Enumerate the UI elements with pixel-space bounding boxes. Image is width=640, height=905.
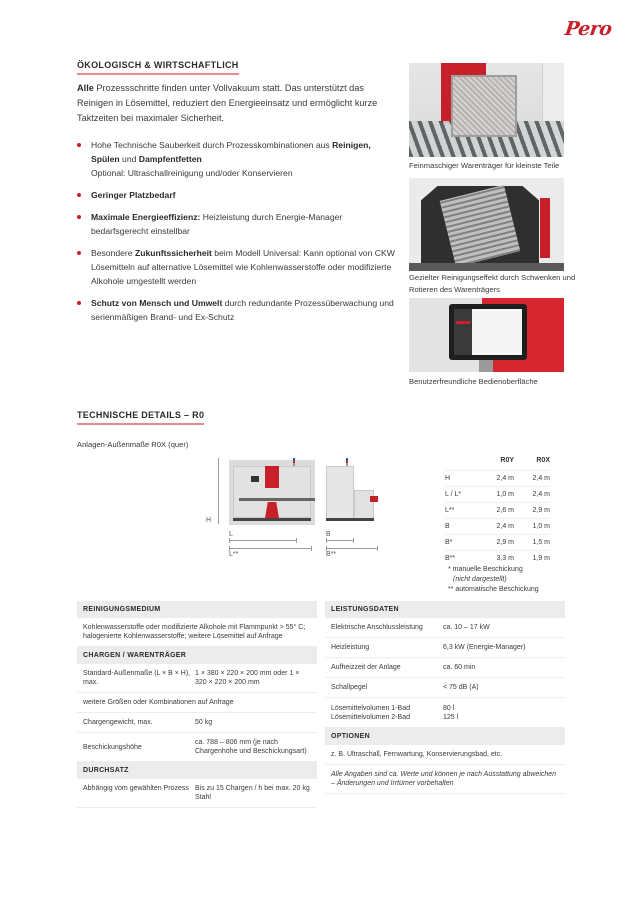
cell: L** <box>445 503 478 519</box>
spec-header-optionen: OPTIONEN <box>325 728 565 745</box>
feature-text: beim Modell Universal: Kann optional von CKW Lösemitteln auf alternative Lösemittel wie Kohlenwasserstoffe oder modifizierte Alkohole umgestellt werden <box>91 248 395 286</box>
photo-caption: Benutzerfreundliche Bedienoberfläche <box>409 377 538 386</box>
feature-item <box>77 296 397 324</box>
spec-value: Bis zu 15 Chargen / h bei max. 20 kg Stahl <box>195 785 310 801</box>
cell: 2,6 m <box>478 503 514 519</box>
machine-side-view <box>326 460 382 525</box>
spec-value: 80 l <box>443 705 455 712</box>
photo-rotating-drum <box>409 178 564 271</box>
cell: H <box>445 471 478 487</box>
spec-note: weitere Größen oder Kombinationen auf Anfrage <box>77 693 317 713</box>
feature-text: Optional: Ultraschallreinigung und/oder Konservieren <box>91 168 293 178</box>
cell: L / L* <box>445 487 478 503</box>
dim-line-b <box>326 540 354 541</box>
table-header-r0x: R0X <box>536 457 550 464</box>
spec-row <box>77 664 317 693</box>
dim-line-l <box>229 540 297 541</box>
feature-item <box>77 188 397 202</box>
spec-row <box>325 658 565 678</box>
cell: 1,5 m <box>514 535 550 551</box>
spec-key: Abhängig vom gewählten Prozess <box>83 785 189 792</box>
cell: 1,0 m <box>514 519 550 535</box>
specs-right <box>325 601 565 794</box>
spec-text: Kohlenwasserstoffe oder modifizierte Alkohole mit Flammpunkt > 55° C; halogenierte Kohlenwasserstoffe; weitere Lösemittel auf Anfrage <box>77 618 317 647</box>
spec-key: Aufheizzeit der Anlage <box>331 664 401 671</box>
spec-key: Schallpegel <box>331 684 368 691</box>
spec-key: Standard-Außenmaße (L × B × H), max. <box>83 670 191 686</box>
spec-key: Beschickungshöhe <box>83 743 142 751</box>
feature-item <box>77 246 397 288</box>
feature-bold: Schutz von Mensch und Umwelt <box>91 298 223 308</box>
pero-logo: Pero <box>563 18 614 40</box>
cell: 3,3 m <box>478 551 514 567</box>
feature-text: und <box>119 154 139 164</box>
feature-bold: Geringer Platzbedarf <box>91 190 176 200</box>
cell: B** <box>445 551 478 567</box>
feature-item <box>77 138 397 180</box>
table-row <box>445 487 550 503</box>
cell: B <box>445 519 478 535</box>
spec-key: Lösemittelvolumen 1-Bad <box>331 705 410 712</box>
dimensions-table <box>445 455 550 567</box>
cell: B* <box>445 535 478 551</box>
feature-bold: Dampfentfetten <box>138 154 202 164</box>
dim-line-l-star <box>229 548 312 549</box>
table-row <box>445 471 550 487</box>
photo-hmi-panel <box>409 298 564 372</box>
intro-paragraph <box>77 81 397 126</box>
feature-list <box>77 138 397 332</box>
spec-header-durchsatz: DURCHSATZ <box>77 762 317 779</box>
height-dimension-line <box>218 458 219 524</box>
spec-row-volumes <box>325 698 565 728</box>
feature-bold: Zukunftssicherheit <box>134 248 212 258</box>
cell: 2,9 m <box>514 503 550 519</box>
footnotes <box>448 565 539 595</box>
cell: 2,9 m <box>478 535 514 551</box>
cell: 1,9 m <box>514 551 550 567</box>
dim-label-l-star: L** <box>229 551 239 558</box>
spec-text: z. B. Ultraschall, Fernwartung, Konservierungsbad, etc. <box>325 745 565 765</box>
machine-front-view <box>229 460 315 525</box>
spec-key: Elektrische Anschlussleistung <box>331 624 423 631</box>
cell: 2,4 m <box>514 487 550 503</box>
spec-row <box>325 678 565 698</box>
spec-value: 1 × 380 × 220 × 200 mm oder 1 × 320 × 220 × 200 mm <box>195 670 300 686</box>
spec-value: < 75 dB (A) <box>443 684 479 691</box>
dim-label-b: B <box>326 531 331 538</box>
table-header-r0y: R0Y <box>500 457 515 464</box>
feature-text: durch redundante Prozessüberwachung und serienmäßigen Brand- und Ex-Schutz <box>91 298 394 322</box>
intro-bold: Alle <box>77 83 94 93</box>
cell: 2,4 m <box>478 471 514 487</box>
spec-key: Lösemittelvolumen 2-Bad <box>331 714 410 721</box>
specs-left <box>77 601 317 808</box>
spec-header-leistungsdaten: LEISTUNGSDATEN <box>325 601 565 618</box>
spec-value: 50 kg <box>195 719 213 726</box>
table-header <box>445 455 478 471</box>
footnote-manual: * manuelle Beschickung <box>448 566 523 573</box>
dim-label-h: H <box>206 517 212 524</box>
spec-row <box>77 713 317 733</box>
cell: 2,4 m <box>514 471 550 487</box>
feature-bold: Maximale Energieeffizienz: <box>91 212 201 222</box>
spec-key: Heizleistung <box>331 644 370 651</box>
feature-text: Hohe Technische Sauberkeit durch Prozesskombinationen aus <box>91 140 333 150</box>
spec-row <box>77 733 317 762</box>
cell: 2,4 m <box>478 519 514 535</box>
table-row <box>445 519 550 535</box>
spec-row <box>325 638 565 658</box>
spec-header-chargen: CHARGEN / WARENTRÄGER <box>77 647 317 664</box>
spec-key: Chargengewicht, max. <box>83 719 153 726</box>
disclaimer: Alle Angaben sind ca. Werte und können je nach Ausstattung abweichen – Änderungen und Irrtümer vorbehalten <box>325 765 565 794</box>
dim-label-b-star: B** <box>326 551 337 558</box>
feature-text: Heizleistung durch Energie-Manager bedarfsgerecht einstellbar <box>91 212 343 236</box>
feature-bold: Reinigen, Spülen <box>91 140 371 164</box>
dimensions-subtitle: Anlagen-Außenmaße R0X (quer) <box>77 440 189 449</box>
photo-caption: Feinmaschiger Warenträger für kleinste Teile <box>409 161 560 170</box>
feature-text: Besondere <box>91 248 135 258</box>
section-title-technische-details: TECHNISCHE DETAILS – R0 <box>77 410 204 425</box>
spec-row <box>77 779 317 808</box>
dim-label-l: L <box>229 531 233 538</box>
spec-value: 6,3 kW (Energie-Manager) <box>443 644 526 651</box>
photo-basket-on-rollers <box>409 63 564 157</box>
photo-caption: Gezielter Reinigungseffekt durch Schwenken und Rotieren des Warenträgers <box>409 273 576 294</box>
dim-line-b-star <box>326 548 378 549</box>
cell: 1,0 m <box>478 487 514 503</box>
intro-text: Prozessschritte finden unter Vollvakuum statt. Das unterstützt das Reinigen in Lösemittel, reduziert den Energieeinsatz und ermöglicht kurze Taktzeiten bei maximaler Sicherheit. <box>77 83 378 123</box>
table-row <box>445 503 550 519</box>
section-title-oekologisch: ÖKOLOGISCH & WIRTSCHAFTLICH <box>77 60 239 75</box>
spec-row <box>325 618 565 638</box>
spec-value: ca. 10 – 17 kW <box>443 624 490 631</box>
spec-header-reinigungsmedium: REINIGUNGSMEDIUM <box>77 601 317 618</box>
spec-value: ca. 788 – 806 mm (je nach Chargenhöhe und Beschickungsart) <box>195 739 307 755</box>
spec-value: 125 l <box>443 714 459 721</box>
table-row <box>445 535 550 551</box>
footnote-automatic: ** automatische Beschickung <box>448 586 539 593</box>
footnote-manual-sub: (nicht dargestellt) <box>453 576 507 583</box>
feature-item <box>77 210 397 238</box>
spec-value: ca. 60 min <box>443 664 476 671</box>
